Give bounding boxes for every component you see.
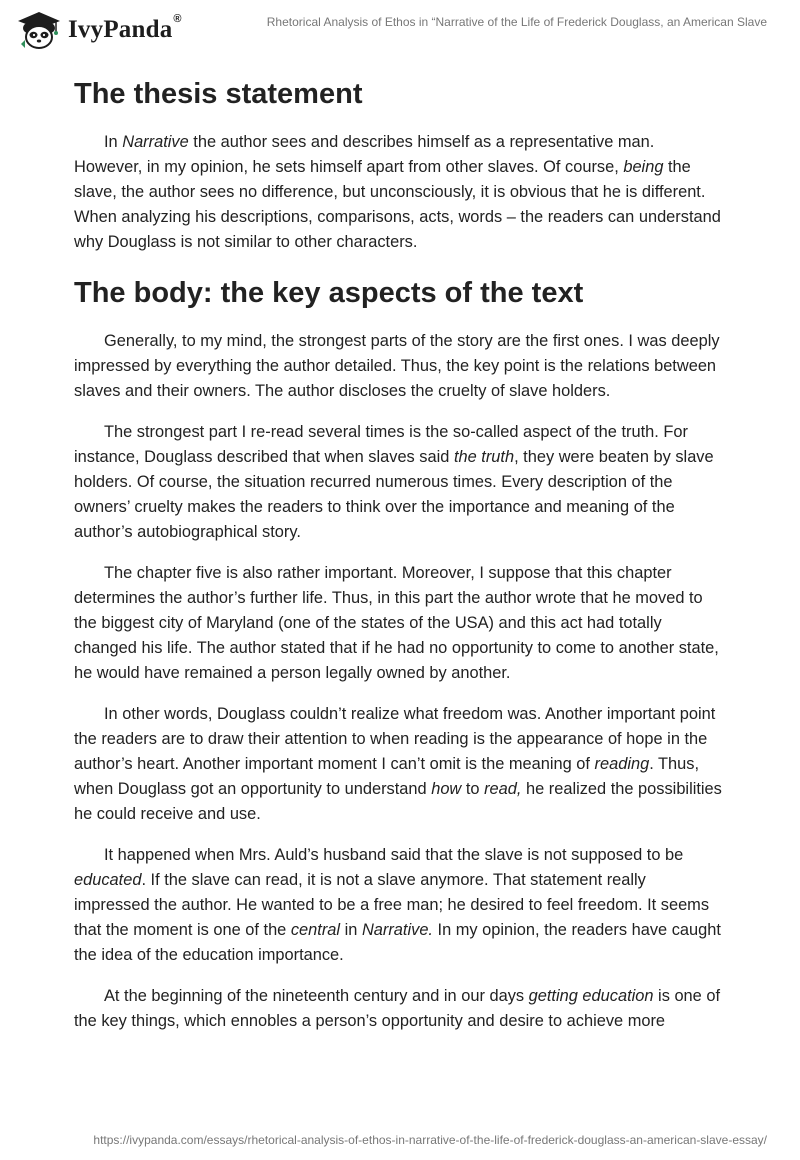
body-paragraph-5: It happened when Mrs. Auld’s husband said that the slave is not supposed to be educated. If the slave can read, it is not a slave anymore. That statement really impressed the author. He wanted to be a free man; he desired to feel freedom. It seems that the moment is one of the central in Narrative. In my opinion, the readers have caught the idea of the education importance. — [74, 846, 721, 964]
body-heading: The body: the key aspects of the text — [74, 277, 584, 309]
ivypanda-logo[interactable] — [16, 10, 182, 50]
logo-text: IvyPanda — [68, 16, 173, 43]
essay-content — [74, 70, 724, 1050]
body-paragraph-4: In other words, Douglass couldn’t realize what freedom was. Another important point the readers are to draw their attention to when reading is the appearance of hope in the author’s heart. Another important moment I can’t omit is the meaning of reading. Thus, when Douglass got an opportunity to understand how to read, he realized the possibilities he could receive and use. — [74, 705, 722, 823]
thesis-paragraph: In Narrative the author sees and describes himself as a representative man. However, in my opinion, he sets himself apart from other slaves. Of course, being the slave, the author sees no difference, but unconsciously, it is obvious that he is different. When analyzing his descriptions, comparisons, acts, words – the readers can understand why Douglass is not similar to other characters. — [74, 133, 721, 251]
logo-wordmark — [68, 13, 182, 44]
page-header — [0, 0, 800, 60]
body-paragraph-2: The strongest part I re-read several times is the so-called aspect of the truth. For instance, Douglass described that when slaves said the truth, they were beaten by slave holders. Of course, the situation recurred numerous times. Every description of the owners’ cruelty makes the readers to think over the importance and meaning of the author’s autobiographical story. — [74, 423, 714, 541]
document-title: Rhetorical Analysis of Ethos in “Narrative of the Life of Frederick Douglass, an American Slave — [266, 15, 767, 29]
body-paragraph-1: Generally, to my mind, the strongest parts of the story are the first ones. I was deeply impressed by everything the author detailed. Thus, the key point is the relations between slaves and their owners. The author discloses the cruelty of slave holders. — [74, 332, 720, 400]
body-paragraph-6: At the beginning of the nineteenth century and in our days getting education is one of the key things, which ennobles a person’s opportunity and desire to achieve more — [74, 987, 721, 1030]
source-url[interactable]: https://ivypanda.com/essays/rhetorical-analysis-of-ethos-in-narrative-of-the-life-of-frederick-douglass-an-american-slave-essay/ — [93, 1133, 767, 1147]
thesis-heading: The thesis statement — [74, 78, 363, 110]
registered-mark: ® — [173, 13, 182, 25]
body-paragraph-3: The chapter five is also rather important. Moreover, I suppose that this chapter determines the author’s further life. Thus, in this part the author wrote that he moved to the biggest city of Maryland (one of the states of the USA) and this act had totally changed his life. The author stated that if he had no opportunity to come to another state, he would have remained a person legally owned by another. — [74, 564, 719, 682]
panda-graduate-icon — [16, 10, 62, 50]
